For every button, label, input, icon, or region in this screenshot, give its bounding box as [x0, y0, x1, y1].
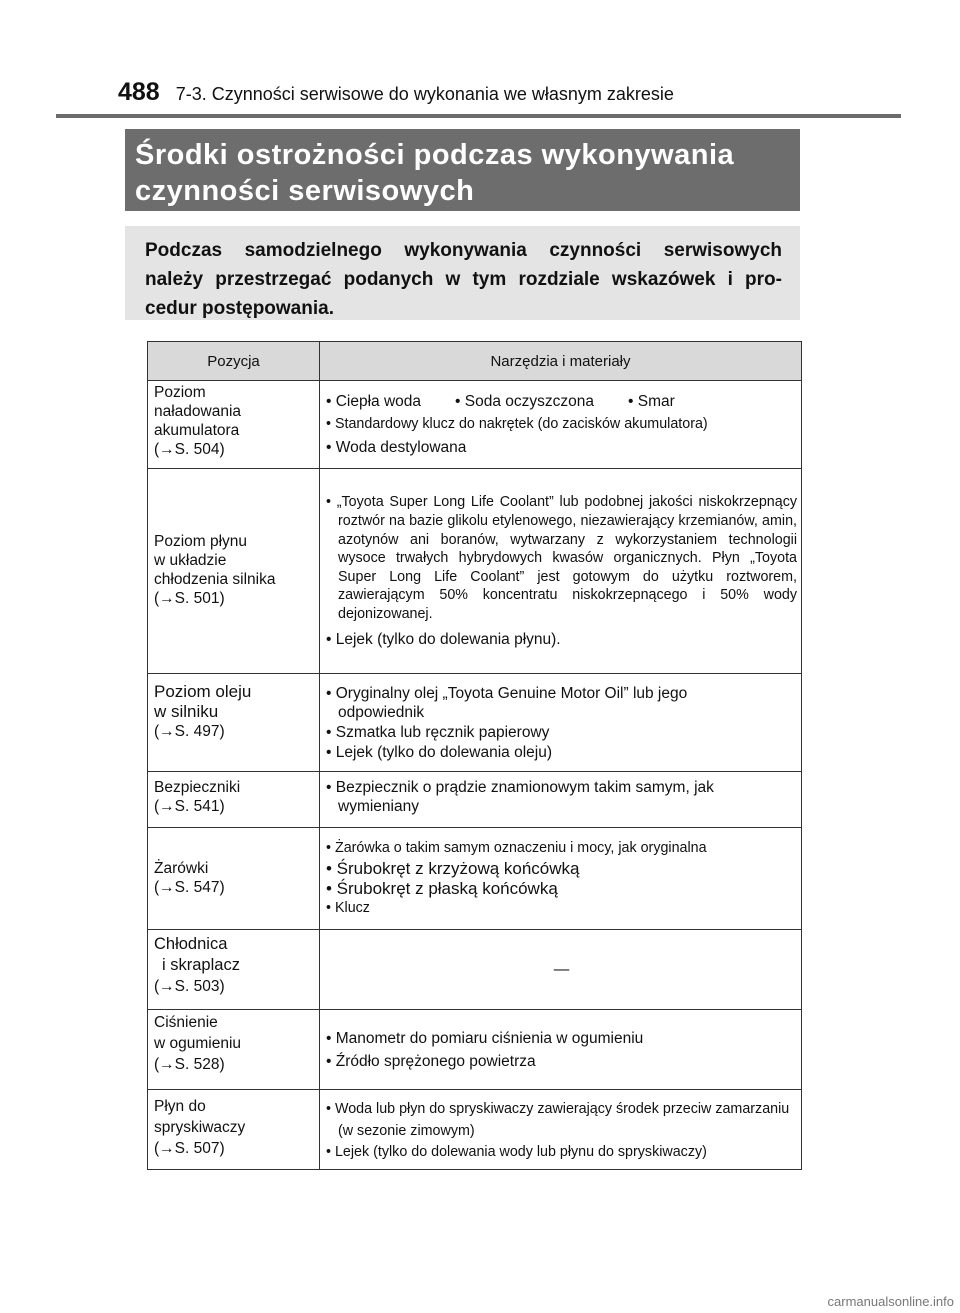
position-text: Ciśnienie	[154, 1014, 218, 1031]
tools-cell	[320, 674, 802, 772]
position-cell	[148, 772, 320, 828]
title-line-2: czynności serwisowych	[135, 175, 475, 207]
tool-item: • Soda oczyszczona	[455, 393, 595, 410]
tool-item: • Bezpiecznik o prądzie znamionowym takim samym, jak wymieniany	[326, 779, 714, 815]
intro-line-1: Podczas samodzielnego wykonywania czynności serwisowych	[145, 240, 782, 261]
header-tools: Narzędzia i materiały	[320, 342, 802, 381]
position-cell	[148, 674, 320, 772]
tools-cell	[320, 1090, 802, 1170]
position-text: Poziom	[154, 384, 206, 401]
tool-item: • Żarówka o takim samym oznaczeniu i mocy, jak oryginalna	[326, 840, 707, 856]
table-row	[148, 1090, 802, 1170]
position-cell	[148, 930, 320, 1010]
page-reference: (→S. 504)	[154, 441, 225, 458]
position-text: Poziom płynu	[154, 533, 248, 550]
position-text: Poziom oleju	[154, 682, 252, 701]
table-header-row	[148, 342, 802, 381]
intro-box	[125, 226, 800, 320]
page-reference: (→S. 528)	[154, 1056, 225, 1073]
tool-item: • Źródło sprężonego powietrza	[326, 1052, 536, 1070]
position-text: Żarówki	[154, 859, 209, 877]
page-reference: (→S. 501)	[154, 590, 225, 607]
position-text: chłodzenia silnika	[154, 571, 276, 588]
tool-item: • Lejek (tylko do dolewania płynu).	[326, 630, 561, 648]
tool-item: • Manometr do pomiaru ciśnienia w ogumieniu	[326, 1029, 644, 1047]
position-text: i skraplacz	[162, 956, 240, 974]
tool-item: • Lejek (tylko do dolewania oleju)	[326, 743, 552, 761]
section-title: 7-3. Czynności serwisowe do wykonania we własnym zakresie	[175, 84, 674, 104]
position-cell	[148, 1090, 320, 1170]
page-title	[125, 129, 800, 211]
position-text: spryskiwaczy	[154, 1119, 246, 1136]
table-row	[148, 930, 802, 1010]
tools-cell	[320, 381, 802, 469]
tools-table	[147, 341, 802, 1170]
tools-cell	[320, 469, 802, 674]
position-cell	[148, 1010, 320, 1090]
tool-item: • „Toyota Super Long Life Coolant” lub podobnej jakości niskokrzepnący roztwór na bazie glikolu etylenowego, niezawierający krzemianów, amin, azotynów ani boranów, wytwarzany z wykorzystaniem technologii wysoce trwałych hybrydowych kwasów organicznych. Płyn „Toyota Super Long Life Coolant” jest gotowym do użytku roztworem, zawierającym 50% koncentratu niskokrzepnącego i 50% wody dejonizowanej.	[326, 494, 797, 622]
tool-item: • Szmatka lub ręcznik papierowy	[326, 723, 550, 741]
tool-item: • Smar	[628, 393, 675, 410]
intro-line-3: cedur postępowania.	[145, 298, 334, 319]
page-header	[118, 78, 674, 108]
page-reference: (→S. 507)	[154, 1140, 225, 1157]
intro-line-2: należy przestrzegać podanych w tym rozdziale wskazówek i pro-	[145, 269, 782, 290]
position-cell	[148, 469, 320, 674]
table-row	[148, 469, 802, 674]
page-number: 488	[118, 78, 160, 106]
position-cell	[148, 381, 320, 469]
page-reference: (→S. 547)	[154, 878, 225, 896]
tools-cell	[320, 930, 802, 1010]
position-text: akumulatora	[154, 422, 240, 439]
tools-cell	[320, 1010, 802, 1090]
tool-item: • Śrubokręt z płaską końcówką	[326, 879, 558, 898]
position-text: Płyn do	[154, 1098, 206, 1115]
table-row	[148, 772, 802, 828]
tool-item: • Oryginalny olej „Toyota Genuine Motor Oil” lub jego odpowiednik	[326, 684, 688, 721]
position-text: Bezpieczniki	[154, 779, 241, 796]
tool-item: • Woda lub płyn do spryskiwaczy zawierający środek przeciw zamarzaniu (w sezonie zimowym)	[326, 1100, 790, 1139]
header-position: Pozycja	[148, 342, 320, 381]
tool-item: • Woda destylowana	[326, 439, 467, 456]
watermark-text: carmanualsonline.info	[827, 1294, 954, 1309]
tool-item: • Ciepła woda	[326, 393, 422, 410]
tools-cell	[320, 772, 802, 828]
tools-cell	[320, 828, 802, 930]
page-reference: (→S. 503)	[154, 978, 225, 995]
table-row	[148, 674, 802, 772]
table-row	[148, 381, 802, 469]
position-text: Chłodnica	[154, 935, 228, 953]
tool-item: • Klucz	[326, 900, 370, 916]
tool-item: • Śrubokręt z krzyżową końcówką	[326, 859, 580, 878]
page-reference: (→S. 497)	[154, 723, 225, 740]
tool-item: • Lejek (tylko do dolewania wody lub płynu do spryskiwaczy)	[326, 1143, 707, 1160]
empty-dash: —	[553, 961, 570, 978]
table-row	[148, 1010, 802, 1090]
position-text: naładowania	[154, 403, 242, 420]
page-reference: (→S. 541)	[154, 798, 225, 815]
tool-item: • Standardowy klucz do nakrętek (do zacisków akumulatora)	[326, 416, 708, 432]
position-text: w silniku	[154, 702, 219, 721]
header-rule	[56, 114, 901, 118]
title-line-1: Środki ostrożności podczas wykonywania	[135, 139, 735, 171]
position-text: w ogumieniu	[154, 1035, 242, 1052]
table-row	[148, 828, 802, 930]
position-text: w układzie	[154, 552, 227, 569]
position-cell	[148, 828, 320, 930]
